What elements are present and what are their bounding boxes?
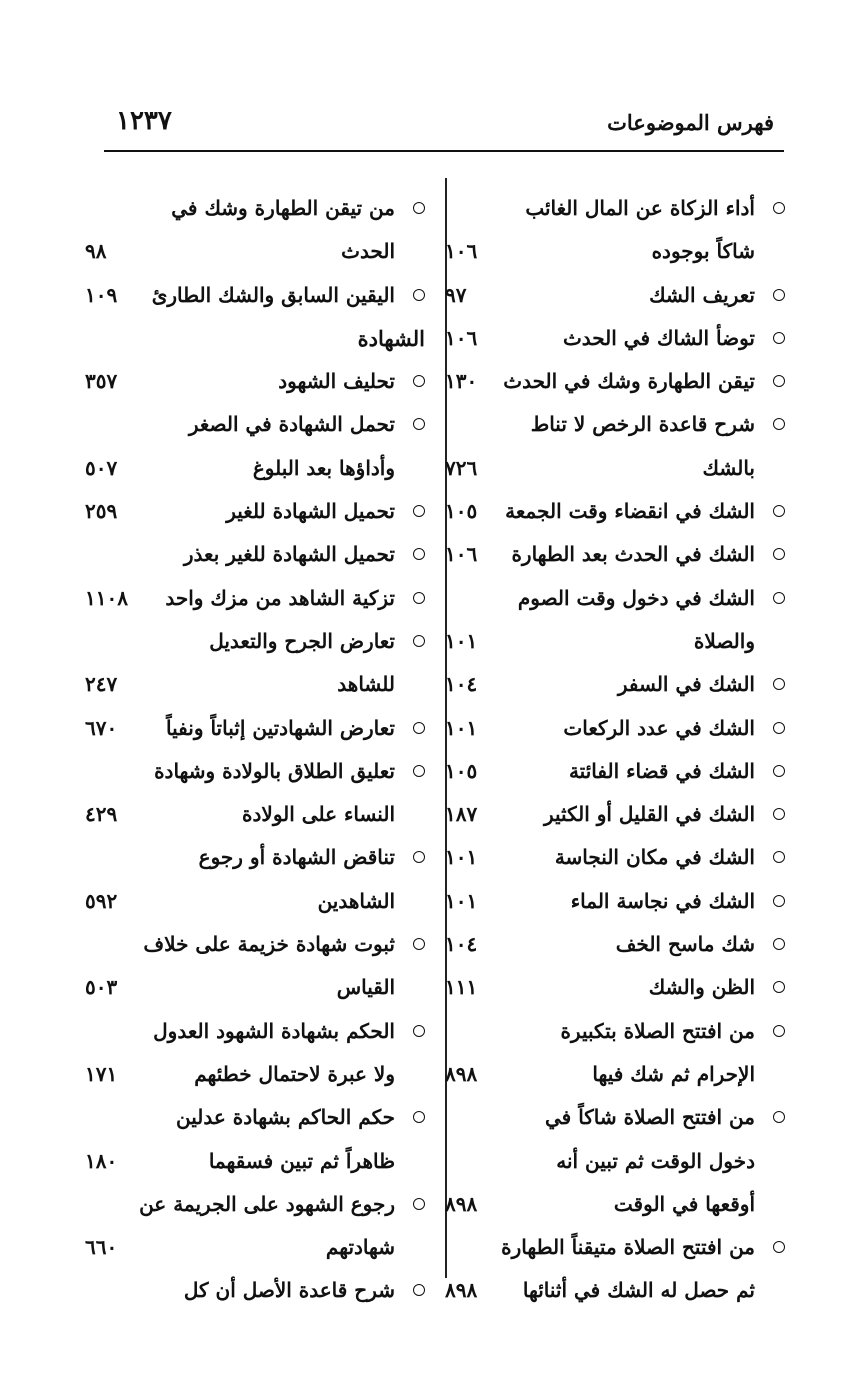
index-entry-line (445, 274, 785, 317)
bullet-circle-icon (773, 938, 785, 950)
index-entry-page: ٦٦٠ (85, 1235, 118, 1260)
index-entry (85, 533, 425, 576)
bullet-circle-icon (413, 375, 425, 387)
index-entry-text: ثبوت شهادة خزيمة على خلاف (143, 932, 395, 957)
bullet-circle-icon (773, 418, 785, 430)
index-entry-page: ١٠١ (445, 888, 478, 913)
index-entry-line (445, 966, 785, 1009)
bullet-circle-icon (413, 202, 425, 214)
index-column-right (445, 187, 785, 1313)
index-entry (445, 966, 785, 1009)
index-entry-page: ١٠٦ (445, 325, 478, 350)
index-entry-line (85, 707, 425, 750)
index-entry-text: تحميل الشهادة للغير (226, 499, 395, 524)
index-entry-text: دخول الوقت ثم تبين أنه (556, 1148, 755, 1173)
index-entry-line (445, 707, 785, 750)
index-entry (85, 187, 425, 274)
index-entry-text: أوقعها في الوقت (613, 1191, 755, 1216)
index-entry-text: الشك في دخول وقت الصوم (517, 585, 755, 610)
index-entry (445, 707, 785, 750)
index-entry-text: الإحرام ثم شك فيها (592, 1061, 755, 1086)
index-entry-text: تحمل الشهادة في الصغر (188, 412, 395, 437)
index-entry-page: ١٠٥ (445, 499, 478, 524)
index-entry (85, 360, 425, 403)
index-entry-text: تعارض الجرح والتعديل (209, 628, 395, 653)
index-entry-line (85, 360, 425, 403)
index-entry-text: الشك في قضاء الفائتة (568, 758, 755, 783)
bullet-circle-icon (413, 938, 425, 950)
index-entry-line (85, 230, 425, 273)
index-entry-text: تزكية الشاهد من مزك واحد (165, 585, 395, 610)
index-entry (445, 360, 785, 403)
index-entry-text: أداء الزكاة عن المال الغائب (525, 196, 755, 220)
index-entry-text: من تيقن الطهارة وشك في (171, 196, 395, 220)
index-entry (85, 403, 425, 490)
running-title: فهرس الموضوعات (607, 110, 774, 135)
index-entry (85, 620, 425, 707)
index-entry-line (85, 1053, 425, 1096)
index-entry-page: ١٠٦ (445, 239, 478, 264)
bullet-circle-icon (773, 505, 785, 517)
index-entry-line (85, 274, 425, 317)
index-entry-line (85, 1269, 425, 1312)
index-entry-text: وأداؤها بعد البلوغ (252, 455, 395, 480)
index-entry-text: الشك في عدد الركعات (563, 715, 755, 740)
index-entry-text: من افتتح الصلاة بتكبيرة (560, 1018, 755, 1043)
index-entry (445, 317, 785, 360)
index-entry-line (85, 793, 425, 836)
index-entry-page: ١٠٤ (445, 672, 478, 697)
index-entry-text: الحكم بشهادة الشهود العدول (153, 1018, 395, 1043)
index-entry-page: ٥٠٣ (85, 975, 118, 1000)
index-entry-page: ١٠١ (445, 715, 478, 740)
bullet-circle-icon (773, 332, 785, 344)
bullet-circle-icon (413, 1284, 425, 1296)
index-entry-line (445, 1226, 785, 1269)
index-entry-line (445, 360, 785, 403)
bullet-circle-icon (773, 678, 785, 690)
index-entry-line (445, 793, 785, 836)
bullet-circle-icon (413, 722, 425, 734)
bullet-circle-icon (413, 418, 425, 430)
index-entry-page: ٨٩٨ (445, 1061, 478, 1086)
index-entry-text: توضأ الشاك في الحدث (562, 325, 755, 350)
index-entry (85, 577, 425, 620)
index-entry (445, 490, 785, 533)
bullet-circle-icon (413, 635, 425, 647)
index-entry-text: الشك في نجاسة الماء (570, 888, 755, 913)
index-entry (445, 1096, 785, 1226)
index-entry-line (85, 187, 425, 230)
index-entry (85, 750, 425, 837)
index-column-left (85, 187, 425, 1313)
bullet-circle-icon (773, 1241, 785, 1253)
bullet-circle-icon (773, 722, 785, 734)
index-entry-line (85, 1183, 425, 1226)
index-entry-text: الشك في القليل أو الكثير (543, 802, 755, 827)
index-entry-page: ١٠١ (445, 628, 478, 653)
index-entry-line (85, 620, 425, 663)
index-entry-text: اليقين السابق والشك الطارئ (151, 282, 395, 307)
index-entry-text: من افتتح الصلاة شاكاً في (545, 1105, 755, 1130)
index-entry-line (445, 1053, 785, 1096)
bullet-circle-icon (773, 1025, 785, 1037)
index-entry-page: ٥٠٧ (85, 455, 118, 480)
bullet-circle-icon (773, 981, 785, 993)
index-entry-page: ٩٨ (85, 239, 107, 264)
index-entry-text: النساء على الولادة (242, 802, 395, 827)
bullet-circle-icon (773, 592, 785, 604)
index-entry-text: تعارض الشهادتين إثباتاً ونفياً (166, 715, 395, 740)
index-entry-line (445, 1140, 785, 1183)
index-entry-page: ١٧١ (85, 1061, 118, 1086)
index-entry (445, 1226, 785, 1313)
index-entry-page: ١٠٥ (445, 758, 478, 783)
index-entry-line (85, 966, 425, 1009)
index-entry-line (85, 403, 425, 446)
index-entry-line (445, 620, 785, 663)
bullet-circle-icon (413, 289, 425, 301)
bullet-circle-icon (773, 851, 785, 863)
index-entry-text: شرح قاعدة الرخص لا تناط (530, 412, 755, 437)
index-entry-line (445, 403, 785, 446)
index-entry-page: ١١١ (445, 975, 478, 1000)
index-entry (445, 187, 785, 274)
section-heading (85, 317, 425, 360)
index-entry-page: ٢٤٧ (85, 672, 118, 697)
index-entry-text: الظن والشك (648, 975, 755, 1000)
index-entry-line (445, 880, 785, 923)
index-entry (445, 750, 785, 793)
index-entry (85, 490, 425, 533)
index-entry-line (445, 490, 785, 533)
index-entry (85, 1183, 425, 1270)
index-entry-page: ٢٥٩ (85, 499, 118, 524)
index-entry-line (85, 1010, 425, 1053)
bullet-circle-icon (773, 765, 785, 777)
index-entry-line (445, 923, 785, 966)
index-entry-page: ٨٩٨ (445, 1278, 478, 1303)
index-entry (445, 836, 785, 879)
index-entry-text: ظاهراً ثم تبين فسقهما (208, 1148, 395, 1173)
index-entry-line (85, 880, 425, 923)
index-entry-line (85, 923, 425, 966)
index-entry-line (445, 317, 785, 360)
index-entry-line (85, 1140, 425, 1183)
index-entry-text: الشاهدين (317, 888, 395, 913)
bullet-circle-icon (773, 1111, 785, 1123)
index-entry-text: تحليف الشهود (278, 369, 395, 394)
page-header (104, 104, 784, 150)
bullet-circle-icon (413, 1111, 425, 1123)
index-entry-line (445, 1010, 785, 1053)
index-entry-line (85, 1096, 425, 1139)
index-entry-line (445, 1096, 785, 1139)
index-entry-line (445, 1183, 785, 1226)
index-entry (85, 836, 425, 923)
index-entry-line (85, 533, 425, 576)
index-entry-text: رجوع الشهود على الجريمة عن (139, 1191, 395, 1216)
bullet-circle-icon (413, 592, 425, 604)
bullet-circle-icon (773, 375, 785, 387)
index-entry (445, 533, 785, 576)
index-entry-line (85, 836, 425, 879)
index-entry-text: تناقض الشهادة أو رجوع (198, 845, 395, 870)
index-entry-line (85, 490, 425, 533)
index-entry-text: الشك في الحدث بعد الطهارة (511, 542, 755, 567)
index-entry-text: شاكاً بوجوده (651, 239, 755, 264)
index-entry-page: ٩٧ (445, 282, 467, 307)
index-entry-line (445, 663, 785, 706)
index-entry-line (445, 533, 785, 576)
index-entry-page: ١٨٠ (85, 1148, 118, 1173)
index-entry-text: والصلاة (693, 628, 755, 653)
index-entry (445, 274, 785, 317)
index-entry-page: ١٠٦ (445, 542, 478, 567)
index-entry-text: شك ماسح الخف (615, 932, 755, 957)
index-entry-line (445, 1269, 785, 1312)
index-entry (85, 1096, 425, 1183)
bullet-circle-icon (773, 895, 785, 907)
index-entry-line (445, 750, 785, 793)
bullet-circle-icon (773, 808, 785, 820)
bullet-circle-icon (413, 1198, 425, 1210)
bullet-circle-icon (413, 1025, 425, 1037)
index-entry-page: ٨٩٨ (445, 1191, 478, 1216)
index-entry (85, 707, 425, 750)
index-entry-line (85, 750, 425, 793)
index-entry-text: الشك في مكان النجاسة (554, 845, 755, 870)
page-number: ١٢٣٧ (116, 106, 172, 136)
index-entry-line (445, 447, 785, 490)
index-entry-page: ١٠٤ (445, 932, 478, 957)
bullet-circle-icon (413, 851, 425, 863)
index-entry-page: ١٣٠ (445, 369, 478, 394)
index-entry-text: شرح قاعدة الأصل أن كل (183, 1278, 395, 1303)
index-entry-text: ثم حصل له الشك في أثنائها (522, 1278, 755, 1303)
index-entry-page: ٤٢٩ (85, 802, 118, 827)
index-entry-text: تحميل الشهادة للغير بعذر (183, 542, 395, 567)
index-entry (445, 880, 785, 923)
index-entry-page: ٣٥٧ (85, 369, 118, 394)
index-entry-text: تعليق الطلاق بالولادة وشهادة (154, 758, 395, 783)
index-entry-line (85, 663, 425, 706)
bullet-circle-icon (413, 765, 425, 777)
bullet-circle-icon (773, 548, 785, 560)
index-entry (445, 923, 785, 966)
index-entry-page: ٧٢٦ (445, 455, 478, 480)
header-rule (104, 150, 784, 152)
index-entry-line (85, 577, 425, 620)
index-entry-text: للشاهد (337, 672, 395, 697)
index-entry-line (85, 1226, 425, 1269)
index-entry-text: ولا عبرة لاحتمال خطئهم (194, 1061, 395, 1086)
index-entry-text: القياس (336, 975, 395, 1000)
index-entry-line (445, 230, 785, 273)
index-entry-text: الحدث (341, 239, 395, 264)
index-entry-page: ١٨٧ (445, 802, 478, 827)
bullet-circle-icon (413, 505, 425, 517)
index-entry-text: الشك في انقضاء وقت الجمعة (505, 499, 755, 524)
index-entry (445, 577, 785, 664)
index-entry-text: من افتتح الصلاة متيقناً الطهارة (501, 1235, 755, 1260)
index-entry (445, 1010, 785, 1097)
index-entry (85, 923, 425, 1010)
index-entry-page: ١٠١ (445, 845, 478, 870)
index-entry-text: تعريف الشك (649, 282, 755, 307)
bullet-circle-icon (413, 548, 425, 560)
index-entry (85, 274, 425, 317)
index-entry (445, 663, 785, 706)
index-entry-page: ٦٧٠ (85, 715, 118, 740)
index-entry-line (445, 836, 785, 879)
index-entry-text: الشك في السفر (617, 672, 755, 697)
index-entry-text: تيقن الطهارة وشك في الحدث (503, 369, 755, 394)
index-entry-page: ١٠٩ (85, 282, 118, 307)
index-entry (85, 1269, 425, 1312)
index-entry-page: ٥٩٢ (85, 888, 118, 913)
index-entry-page: ١١٠٨ (85, 585, 128, 610)
index-entry-text: حكم الحاكم بشهادة عدلين (176, 1105, 395, 1130)
index-entry-line (445, 577, 785, 620)
index-entry (445, 403, 785, 490)
index-entry-text: شهادتهم (325, 1235, 395, 1260)
bullet-circle-icon (773, 289, 785, 301)
index-entry-line (85, 447, 425, 490)
index-entry-text: بالشك (702, 455, 755, 480)
index-entry-line (445, 187, 785, 230)
section-heading-text: الشهادة (357, 325, 425, 351)
bullet-circle-icon (773, 202, 785, 214)
index-entry (85, 1010, 425, 1097)
index-entry (445, 793, 785, 836)
